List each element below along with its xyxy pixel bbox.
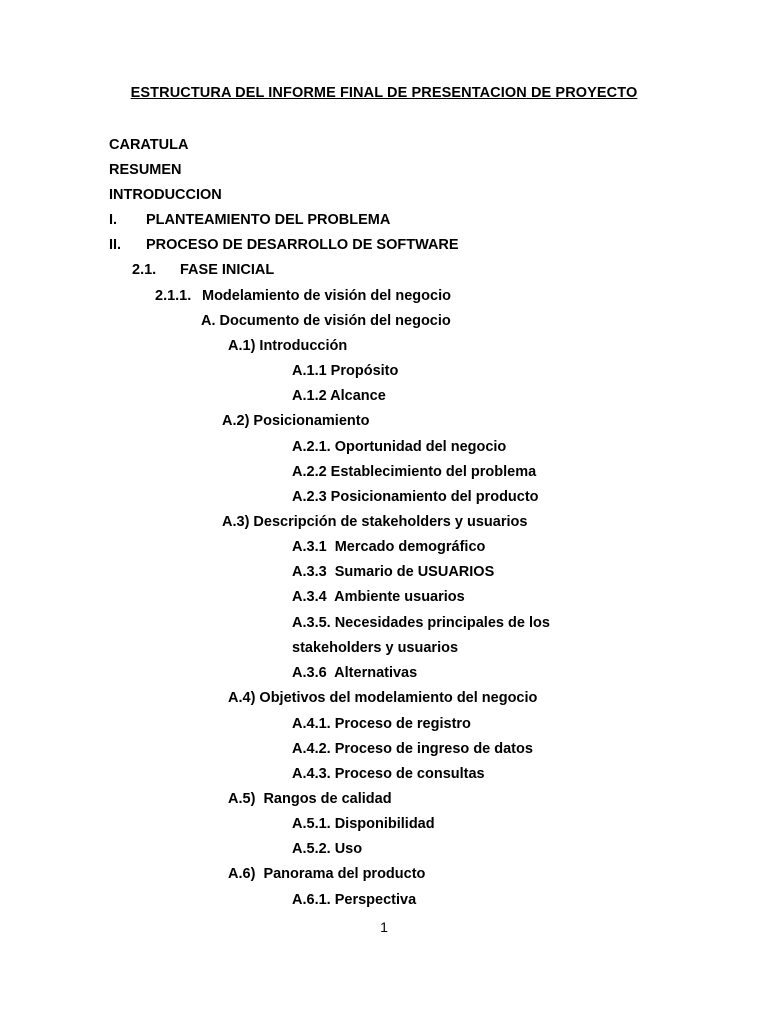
toc-entry <box>109 136 188 154</box>
entry-text: Modelamiento de visión del negocio <box>202 288 451 304</box>
toc-entry <box>292 740 533 758</box>
entry-text: A. Documento de visión del negocio <box>201 313 451 329</box>
toc-entry <box>292 488 539 506</box>
toc-entry <box>292 840 362 858</box>
toc-entry <box>228 337 347 355</box>
entry-text: FASE INICIAL <box>180 262 275 278</box>
entry-text: A.2.2 Establecimiento del problema <box>292 464 537 480</box>
entry-text: A.4.3. Proceso de consultas <box>292 766 485 782</box>
toc-entry <box>292 463 536 481</box>
entry-text: A.2.1. Oportunidad del negocio <box>292 439 507 455</box>
toc-entry <box>292 815 435 833</box>
toc-entry <box>109 236 459 254</box>
entry-text: RESUMEN <box>109 162 182 178</box>
entry-text: A.1.1 Propósito <box>292 363 399 379</box>
entry-text: A.5.2. Uso <box>292 841 363 857</box>
entry-text: A.3.3 Sumario de USUARIOS <box>292 564 495 580</box>
toc-entry <box>228 865 425 883</box>
entry-text: A.3.4 Ambiente usuarios <box>292 589 465 605</box>
toc-entry <box>222 513 527 531</box>
toc-entry <box>228 790 392 808</box>
entry-text: INTRODUCCION <box>109 187 222 203</box>
toc-entry <box>292 715 471 733</box>
entry-text: A.6.1. Perspectiva <box>292 892 417 908</box>
toc-entry <box>109 186 222 204</box>
toc-entry <box>132 261 274 279</box>
toc-entry <box>292 891 416 909</box>
entry-text: A.1) Introducción <box>228 338 348 354</box>
entry-text: A.4.1. Proceso de registro <box>292 716 471 732</box>
entry-text: CARATULA <box>109 137 189 153</box>
toc-entry <box>292 765 485 783</box>
page-number: 1 <box>380 919 388 935</box>
entry-text: A.5) Rangos de calidad <box>228 791 392 807</box>
entry-text: A.5.1. Disponibilidad <box>292 816 435 832</box>
toc-entry <box>292 563 494 581</box>
entry-text: A.3.6 Alternativas <box>292 665 418 681</box>
entry-number: I. <box>109 212 118 228</box>
entry-text: A.3) Descripción de stakeholders y usuarios <box>222 514 528 530</box>
toc-entry <box>109 211 390 229</box>
entry-text: A.1.2 Alcance <box>292 388 386 404</box>
toc-entry <box>292 614 550 632</box>
toc-entry <box>292 362 398 380</box>
toc-entry-continuation <box>292 639 458 657</box>
entry-text: A.2.3 Posicionamiento del producto <box>292 489 539 505</box>
toc-entry <box>292 588 465 606</box>
entry-text: PROCESO DE DESARROLLO DE SOFTWARE <box>146 237 459 253</box>
entry-text: A.3.5. Necesidades principales de los <box>292 615 550 631</box>
toc-entry <box>292 664 417 682</box>
entry-number: II. <box>109 237 122 253</box>
entry-text: A.2) Posicionamiento <box>222 413 370 429</box>
entry-text: stakeholders y usuarios <box>292 640 459 656</box>
entry-text: A.4) Objetivos del modelamiento del negocio <box>228 690 538 706</box>
toc-entry <box>292 387 386 405</box>
entry-text: A.6) Panorama del producto <box>228 866 426 882</box>
document-title: ESTRUCTURA DEL INFORME FINAL DE PRESENTACION DE PROYECTO <box>130 85 638 101</box>
entry-text: PLANTEAMIENTO DEL PROBLEMA <box>146 212 391 228</box>
entry-text: A.3.1 Mercado demográfico <box>292 539 486 555</box>
entry-number: 2.1.1. <box>155 288 192 304</box>
entry-number: 2.1. <box>132 262 157 278</box>
toc-entry <box>201 312 451 330</box>
entry-text: A.4.2. Proceso de ingreso de datos <box>292 741 533 757</box>
toc-entry <box>155 287 451 305</box>
toc-entry <box>109 161 182 179</box>
toc-entry <box>228 689 537 707</box>
toc-entry <box>292 538 485 556</box>
toc-entry <box>292 438 506 456</box>
toc-entry <box>222 412 369 430</box>
